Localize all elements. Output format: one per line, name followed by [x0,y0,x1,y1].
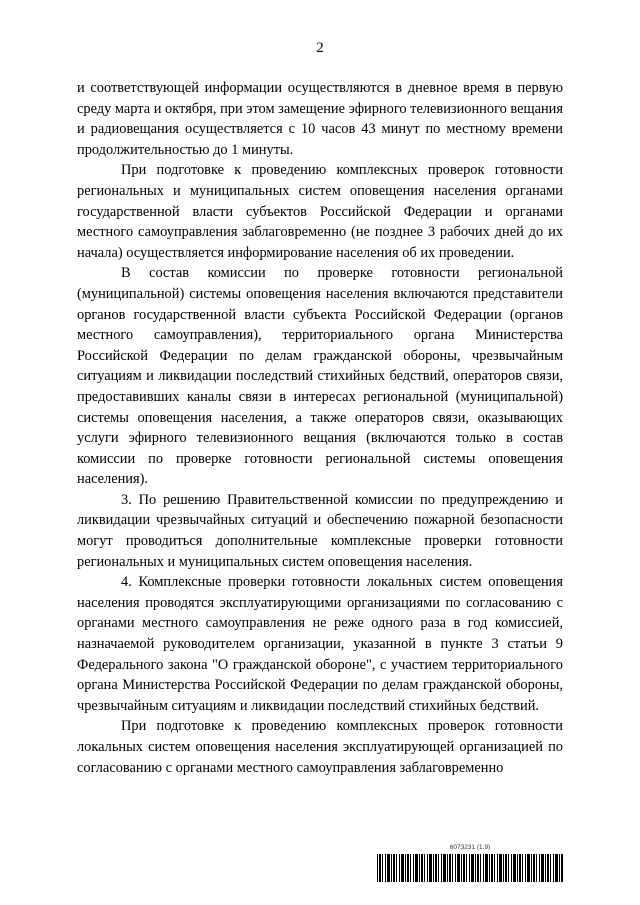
page-number: 2 [316,40,324,56]
paragraph-commission-composition: В состав комиссии по проверке готовности региональной (муниципальной) системы оповещения населения включаются представители органов государственной власти субъекта Российской Федерации (органов местного самоуправления), территориального органа Министерства Российской Федерации по делам гражданской обороны, чрезвычайным ситуациям и ликвидации последствий стихийных бедствий, операторов связи, предоставивших каналы связи в интересах региональной (муниципальной) системы оповещения населения, а также операторов связи, оказывающих услуги эфирного телевизионного вещания (включаются только в состав комиссии по проверке готовности региональной системы оповещения населения). [77,265,563,488]
paragraph-local-systems-preparation: При подготовке к проведению комплексных проверок готовности локальных систем оповещения населения эксплуатирующей организацией по согласованию с органами местного самоуправления заблаговременно [77,718,563,776]
paragraph-continuation: и соответствующей информации осуществляются в дневное время в первую среду марта и октября, при этом замещение эфирного телевизионного вещания и радиовещания осуществляется с 10 часов 43 минут по местному времени продолжительностью до 1 минуты. [77,80,563,158]
paragraph-item-4: 4. Комплексные проверки готовности локальных систем оповещения населения проводятся эксплуатирующими организациями по согласованию с органами местного самоуправления не реже одного раза в год комиссией, назначаемой руководителем организации, указанной в пункте 3 статьи 9 Федерального закона "О гражданской обороне", с участием территориального органа Министерства Российской Федерации по делам гражданской обороны, чрезвычайным ситуациям и ликвидации последствий стихийных бедствий. [77,574,563,714]
document-body [77,78,563,778]
barcode-icon [377,854,563,882]
document-barcode [377,844,563,884]
paragraph-item-3: 3. По решению Правительственной комиссии по предупреждению и ликвидации чрезвычайных ситуаций и обеспечению пожарной безопасности могут проводиться дополнительные комплексные проверки готовности региональных и муниципальных систем оповещения населения. [77,491,563,570]
barcode-caption: 6073231 (1.9) [449,844,491,851]
paragraph-informing-population: При подготовке к проведению комплексных проверок готовности региональных и муниципальных систем оповещения населения органами государственной власти субъектов Российской Федерации и органами местного самоуправления заблаговременно (не позднее 3 рабочих дней до их начала) осуществляется информирование населения об их проведении. [77,162,563,261]
